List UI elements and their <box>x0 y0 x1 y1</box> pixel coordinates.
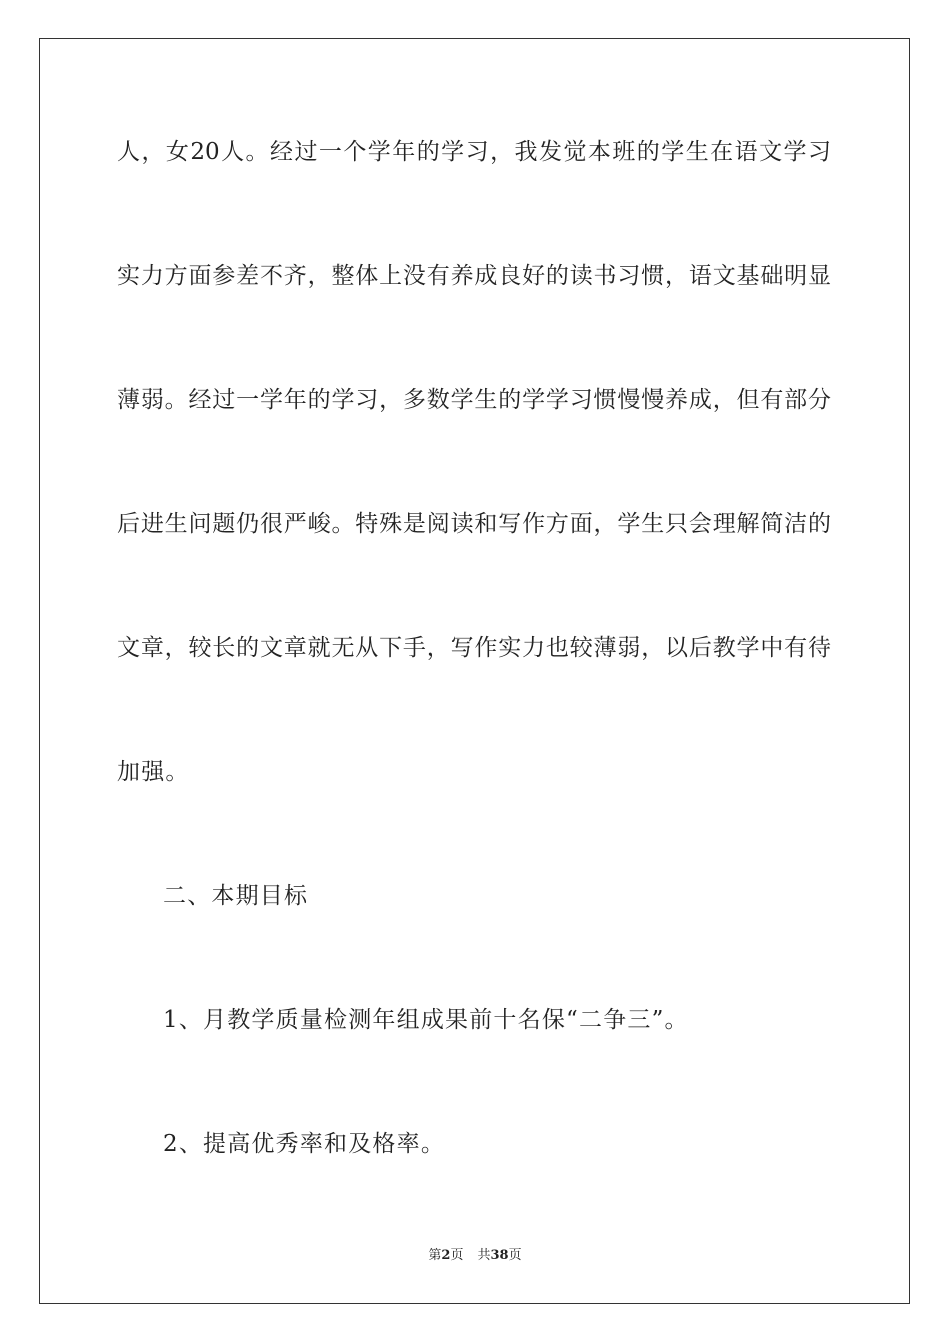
paragraph-line-4: 后进生问题仍很严峻。特殊是阅读和写作方面，学生只会理解简洁的 <box>117 511 831 537</box>
goal-item-2: 2、提高优秀率和及格率。 <box>163 1131 446 1157</box>
page-suffix: 页 <box>450 1248 464 1263</box>
goal-item-1: 1、月教学质量检测年组成果前十名保“二争三”。 <box>163 1007 689 1033</box>
paragraph-line-5: 文章，较长的文章就无从下手，写作实力也较薄弱，以后教学中有待 <box>117 635 831 661</box>
paragraph-line-6: 加强。 <box>117 759 190 785</box>
page-frame <box>39 38 910 1304</box>
paragraph-line-1: 人，女20人。经过一个学年的学习，我发觉本班的学生在语文学习 <box>117 139 831 165</box>
total-pages: 38 <box>490 1248 509 1263</box>
paragraph-line-2: 实力方面参差不齐，整体上没有养成良好的读书习惯，语文基础明显 <box>117 263 831 289</box>
total-suffix: 页 <box>508 1248 522 1263</box>
section-heading: 二、本期目标 <box>163 883 309 909</box>
paragraph-line-3: 薄弱。经过一学年的学习，多数学生的学学习惯慢慢养成，但有部分 <box>117 387 831 413</box>
page-number: 2 <box>441 1248 451 1263</box>
page-footer <box>0 1247 950 1265</box>
page-prefix: 第 <box>428 1248 442 1263</box>
total-prefix: 共 <box>477 1248 491 1263</box>
